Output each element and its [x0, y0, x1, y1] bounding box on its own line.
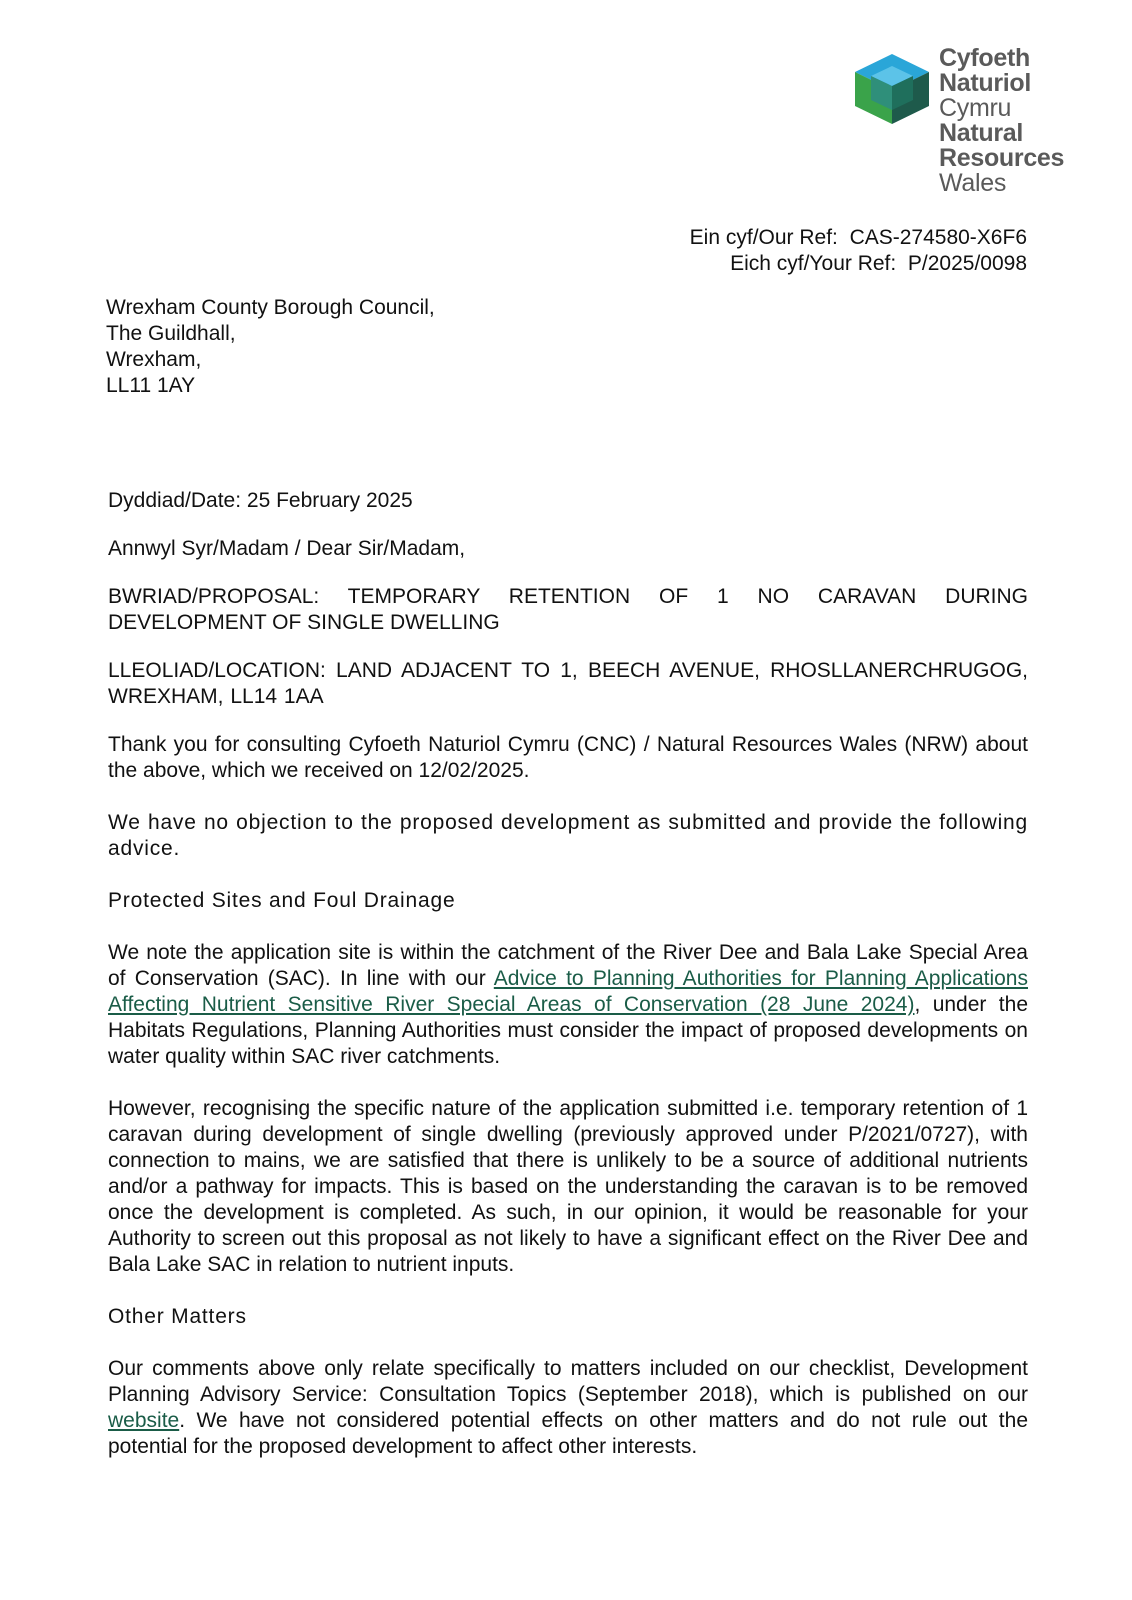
- other-text-after: . We have not considered potential effects on other matters and do not rule out the potential for the proposed development to affect other interests.: [108, 1409, 1028, 1458]
- reference-block: [690, 225, 1027, 277]
- logo-wordmark: [939, 46, 1064, 196]
- logo-welsh-line2: Naturiol: [939, 69, 1032, 97]
- sac-text-after: , under the Habitats Regulations, Planning Authorities must consider the impact of proposed developments on water quality within SAC river catchments.: [108, 993, 1028, 1068]
- no-objection-paragraph: We have no objection to the proposed development as submitted and provide the following advice.: [108, 811, 1028, 860]
- website-link[interactable]: website: [108, 1409, 180, 1432]
- logo-welsh-line3: Cymru: [939, 94, 1012, 122]
- nrw-hexagon-mark-icon: [853, 52, 931, 126]
- logo-english-line3: Wales: [939, 169, 1007, 197]
- address-line: The Guildhall,: [106, 322, 236, 345]
- sac-paragraph: [108, 940, 1028, 1070]
- our-ref: [690, 225, 1027, 251]
- your-ref-label: Eich cyf/Your Ref:: [730, 252, 897, 275]
- address-line: Wrexham,: [106, 348, 202, 371]
- your-ref: [690, 251, 1027, 277]
- advice-link[interactable]: Advice to Planning Authorities for Planning Applications Affecting Nutrient Sensitive River Special Areas of Conservation (28 June 2024): [108, 967, 1028, 1016]
- logo-welsh-line1: Cyfoeth: [939, 44, 1030, 72]
- logo-english-line1: Natural: [939, 119, 1024, 147]
- recipient-address: [106, 295, 435, 399]
- sac-text-before: We note the application site is within the catchment of the River Dee and Bala Lake Special Area of Conservation (SAC). In line with our: [108, 941, 1028, 990]
- thanks-paragraph: Thank you for consulting Cyfoeth Naturiol Cymru (CNC) / Natural Resources Wales (NRW) about the above, which we received on 12/02/2025.: [108, 733, 1028, 782]
- logo-english-line2: Resources: [939, 144, 1065, 172]
- address-line: Wrexham County Borough Council,: [106, 296, 435, 319]
- nrw-logo: [853, 46, 1093, 206]
- heading-other-matters: Other Matters: [108, 1305, 247, 1328]
- your-ref-value: P/2025/0098: [907, 252, 1027, 275]
- salutation: Annwyl Syr/Madam / Dear Sir/Madam,: [108, 537, 466, 560]
- address-line: LL11 1AY: [106, 374, 196, 397]
- location: LLEOLIAD/LOCATION: LAND ADJACENT TO 1, BEECH AVENUE, RHOSLLANERCHRUGOG, WREXHAM, LL14 1AA: [108, 659, 1028, 708]
- letter-body: [108, 488, 1028, 1460]
- our-ref-label: Ein cyf/Our Ref:: [689, 226, 838, 249]
- our-ref-value: CAS-274580-X6F6: [849, 226, 1027, 249]
- however-paragraph: However, recognising the specific nature of the application submitted i.e. temporary retention of 1 caravan during development of single dwelling (previously approved under P/2021/0727), with connection to mains, we are satisfied that there is unlikely to be a source of additional nutrients and/or a pathway for impacts. This is based on the understanding the caravan is to be removed once the development is completed. As such, in our opinion, it would be reasonable for your Authority to screen out this proposal as not likely to have a significant effect on the River Dee and Bala Lake SAC in relation to nutrient inputs.: [108, 1097, 1028, 1276]
- heading-protected-sites: Protected Sites and Foul Drainage: [108, 889, 456, 912]
- proposal: BWRIAD/PROPOSAL: TEMPORARY RETENTION OF 1 NO CARAVAN DURING DEVELOPMENT OF SINGLE DWELLING: [108, 585, 1028, 634]
- other-text-before: Our comments above only relate specifically to matters included on our checklist, Development Planning Advisory Service: Consultation Topics (September 2018), which is published on our: [108, 1357, 1028, 1406]
- other-matters-paragraph: [108, 1356, 1028, 1460]
- letter-date: Dyddiad/Date: 25 February 2025: [108, 489, 413, 512]
